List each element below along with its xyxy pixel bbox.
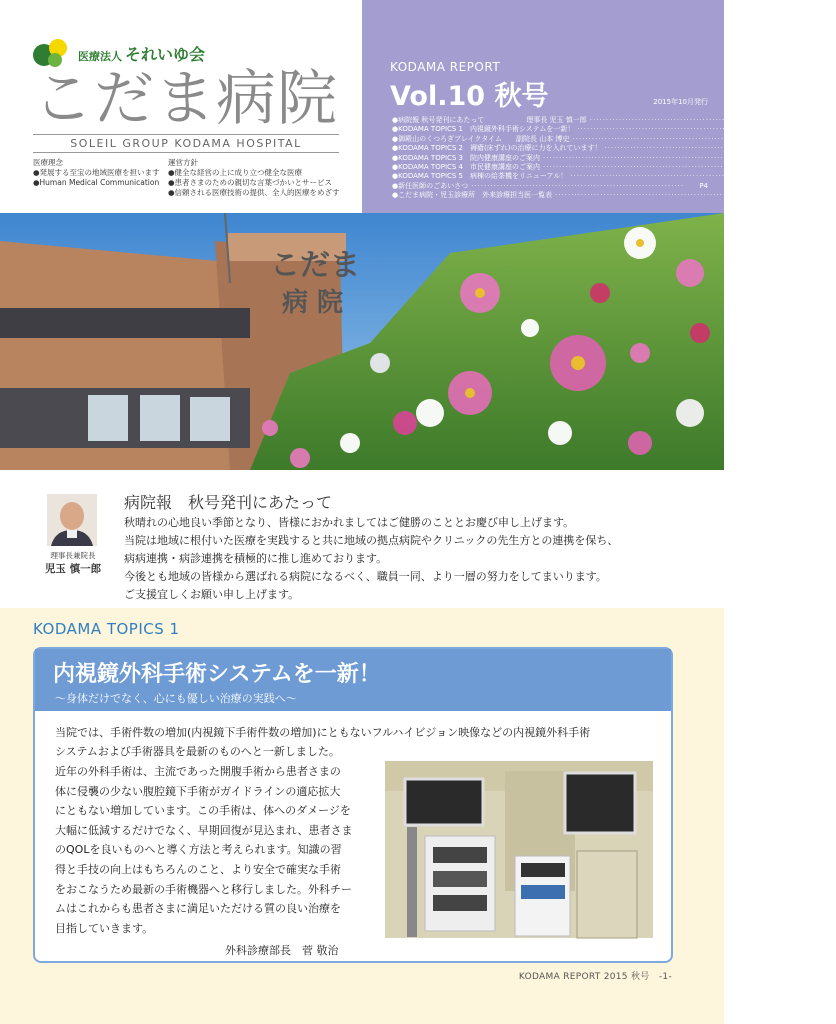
issue-date: 2015年10月発行 [653, 98, 708, 106]
toc-item[interactable]: ●KODAMA TOPICS 4 市民健康講座のご案内 ·································································· P3 [392, 163, 775, 172]
corporation-name: 医療法人 それいゆ会 [78, 45, 206, 64]
philosophy: 医療理念 ●発展する至宝の地域医療を担います ●Human Medical Communication [33, 158, 160, 187]
toc-item[interactable]: ●KODAMA TOPICS 3 院内健康講座のご案内 ·································································· P3 [392, 153, 775, 162]
toc-item[interactable]: ●御殿山のくつろぎブレイクタイム 副院長 山本 博史 ·································································· P2 [392, 134, 805, 143]
report-volume: Vol.10 秋号 [390, 81, 549, 112]
greeting-section [0, 470, 724, 608]
topic-card [33, 647, 673, 963]
portrait-caption-name: 児玉 慎一郎 [44, 563, 102, 575]
building-sign: こだま [270, 248, 360, 283]
masthead [0, 0, 836, 213]
greeting-title: 病院報 秋号発刊にあたって [124, 493, 333, 512]
divider [33, 134, 339, 135]
toc-item[interactable]: ●KODAMA TOPICS 2 褥瘡(床ずれ)の治療に力を入れています！ ·································································· P3 [392, 144, 836, 153]
portrait-caption-role: 理事長兼院長 [50, 551, 96, 560]
toc-item[interactable]: ●KODAMA TOPICS 1 内視鏡外科手術システムを一新！ ·································································· P1 [392, 125, 810, 134]
brand-panel [0, 0, 362, 213]
divider [33, 152, 339, 153]
report-label: KODAMA REPORT [390, 60, 501, 74]
building-sign: 病 院 [282, 288, 344, 318]
toc-item[interactable]: ●KODAMA TOPICS 5 病棟の給茶機をリニューアル！ ·································································· P3 [392, 172, 803, 181]
topics-section [0, 608, 724, 1024]
management-policy: 運営方針 ●健全な経営の上に成り立つ健全な医療 ●患者さまのための親切な言葉づかいとサービス ●信頼される医療技術の提供、全人的医療をめざす [168, 158, 340, 197]
hero-photo [0, 213, 724, 470]
hospital-name: こだま病院 [33, 64, 338, 134]
toc-item[interactable]: ●こだま病院・児玉診療所 外来診療担当医一覧表 ·································································· P4 [392, 191, 787, 200]
hospital-cosmos-photo [0, 213, 724, 470]
toc-item[interactable]: ●新任医師のごあいさつ ·································································· P4 [392, 181, 708, 190]
topic-title: 内視鏡外科手術システムを一新！ [53, 662, 381, 687]
director-portrait [47, 494, 97, 546]
table-of-contents [392, 116, 836, 201]
topic-body: 近年の外科手術は、主流であった開腹手術から患者さまの 体に侵襲の少ない腹腔鏡下手術がガイドラインの適応拡大 にともない増加しています。この手術は、体へのダメージを 大幅に低減するだけでなく、早期回復が見込まれ、患者さま のQOLを良いものへと導く方法と考えられます。知識の習 得と手技の向上はもちろんのこと、より安全で確実な手術 をおこなうため最新の手術機器へと移行しました。外科チー ムはこれからも患者さまに満足いただける質の良い治療を 目指していきます。 [55, 765, 353, 935]
topic-intro: 当院では、手術件数の増加(内視鏡下手術件数の増加)にともないフルハイビジョン映像などの内視鏡外科手術 システムおよび手術器具を最新のものへと一新しました。 [55, 726, 591, 758]
topics-label: KODAMA TOPICS 1 [33, 620, 180, 638]
operating-room-photo [385, 761, 653, 938]
toc-item[interactable]: ●病院報 秋号発刊にあたって 理事長 児玉 慎一郎 ·································································· P1 [392, 116, 822, 124]
report-panel [362, 0, 836, 213]
topic-card-header [35, 649, 671, 711]
topic-signature: 外科診療部長 菅 敬治 [225, 944, 339, 957]
greeting-body: 秋晴れの心地良い季節となり、皆様におかれましてはご健勝のこととお慶び申し上げます。 当院は地域に根付いた医療を実践すると共に地域の拠点病院やクリニックの先生方との連携を保ち、 病病連携・病診連携を積極的に推し進めております。 今後とも地域の皆様から選ばれる病院になるべく、職員一同、より一層の努力をしてまいります。 ご支援宜しくお願い申し上げます。 [124, 516, 619, 601]
group-line: SOLEIL GROUP KODAMA HOSPITAL [70, 137, 302, 150]
topic-subtitle: ～身体だけでなく、心にも優しい治療の実践へ～ [55, 692, 297, 705]
page-footer: KODAMA REPORT 2015 秋号 -1- [518, 972, 672, 982]
